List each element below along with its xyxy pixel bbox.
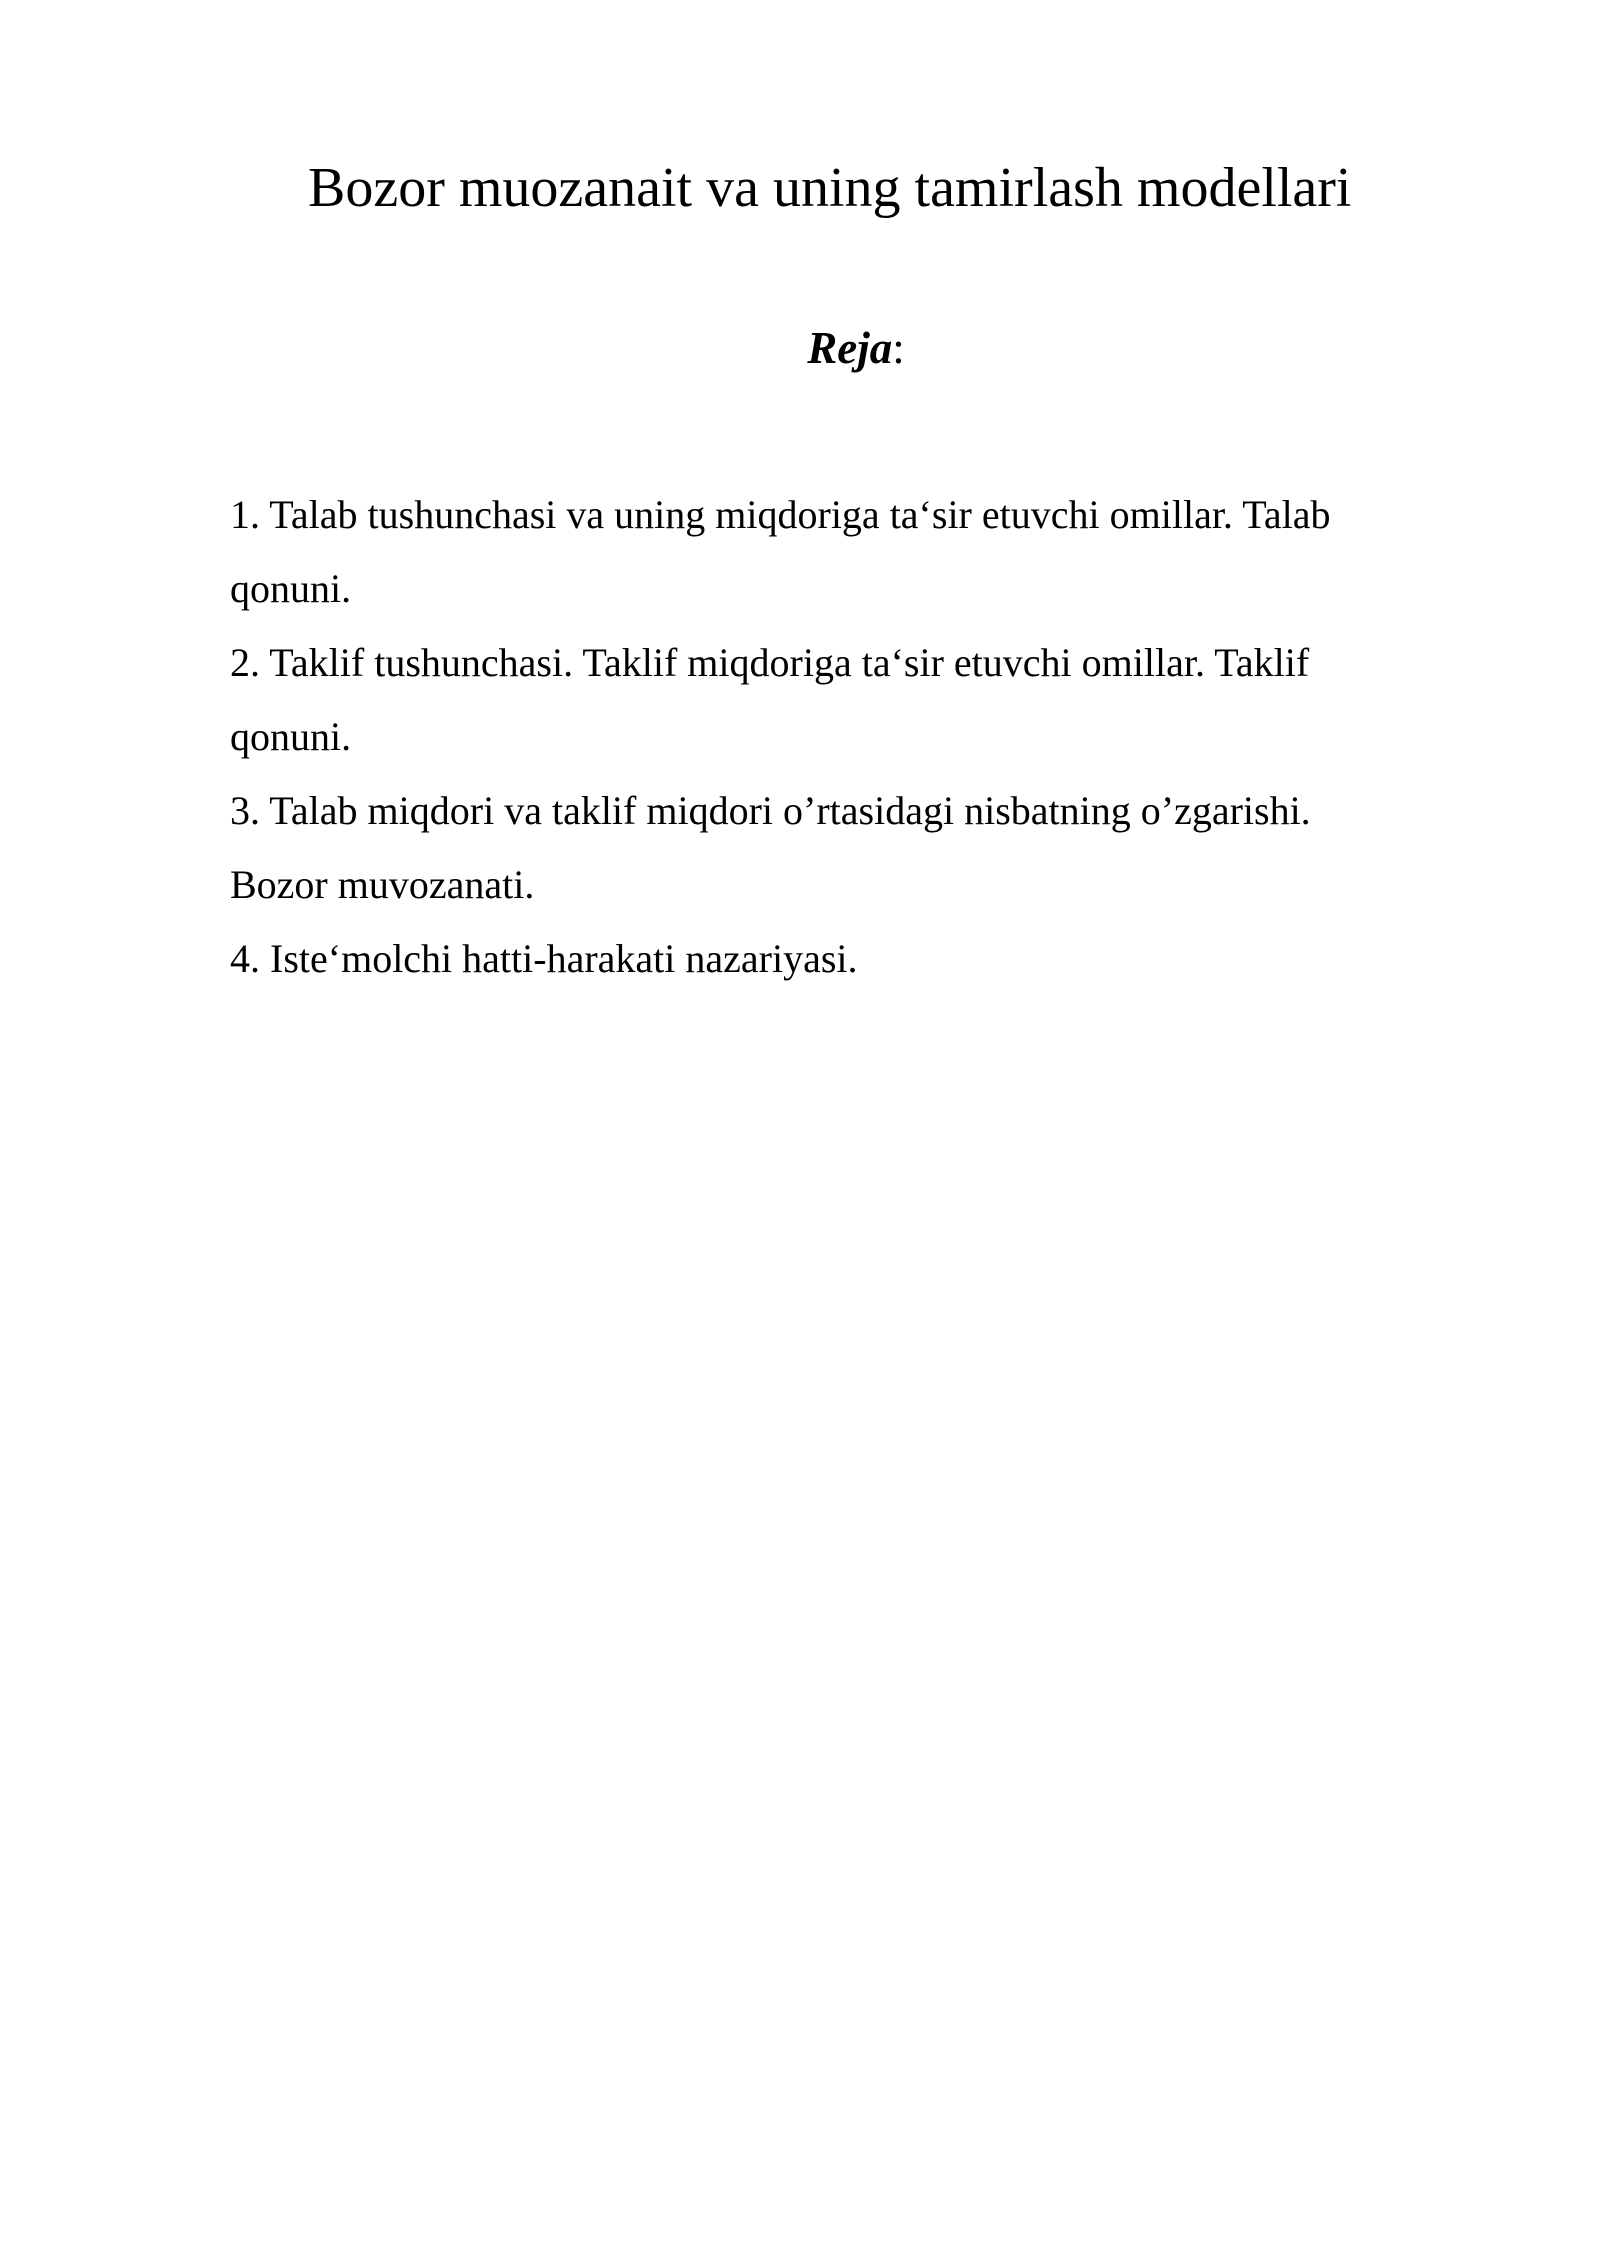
plan-item-4	[230, 922, 1500, 996]
plan-item-2	[230, 626, 1500, 774]
plan-item-1	[230, 478, 1500, 626]
plan-heading	[0, 318, 1600, 378]
plan-item-line: 4. Iste‘molchi hatti-harakati nazariyasi.	[230, 936, 858, 981]
plan-item-line: Bozor muvozanati.	[230, 862, 535, 907]
plan-item-3	[230, 774, 1500, 922]
plan-item-line: 3. Talab miqdori va taklif miqdori o’rtasidagi nisbatning o’zgarishi.	[230, 788, 1311, 833]
plan-list	[230, 478, 1500, 996]
plan-heading-punctuation: :	[892, 323, 905, 373]
plan-item-line: qonuni.	[230, 566, 352, 611]
plan-heading-word: Reja	[807, 323, 893, 373]
plan-item-line: qonuni.	[230, 714, 352, 759]
document-title: Bozor muozanait va uning tamirlash modellari	[308, 157, 1352, 219]
plan-item-line: 2. Taklif tushunchasi. Taklif miqdoriga ta‘sir etuvchi omillar. Taklif	[230, 640, 1310, 685]
plan-item-line: 1. Talab tushunchasi va uning miqdoriga ta‘sir etuvchi omillar. Talab	[230, 492, 1331, 537]
